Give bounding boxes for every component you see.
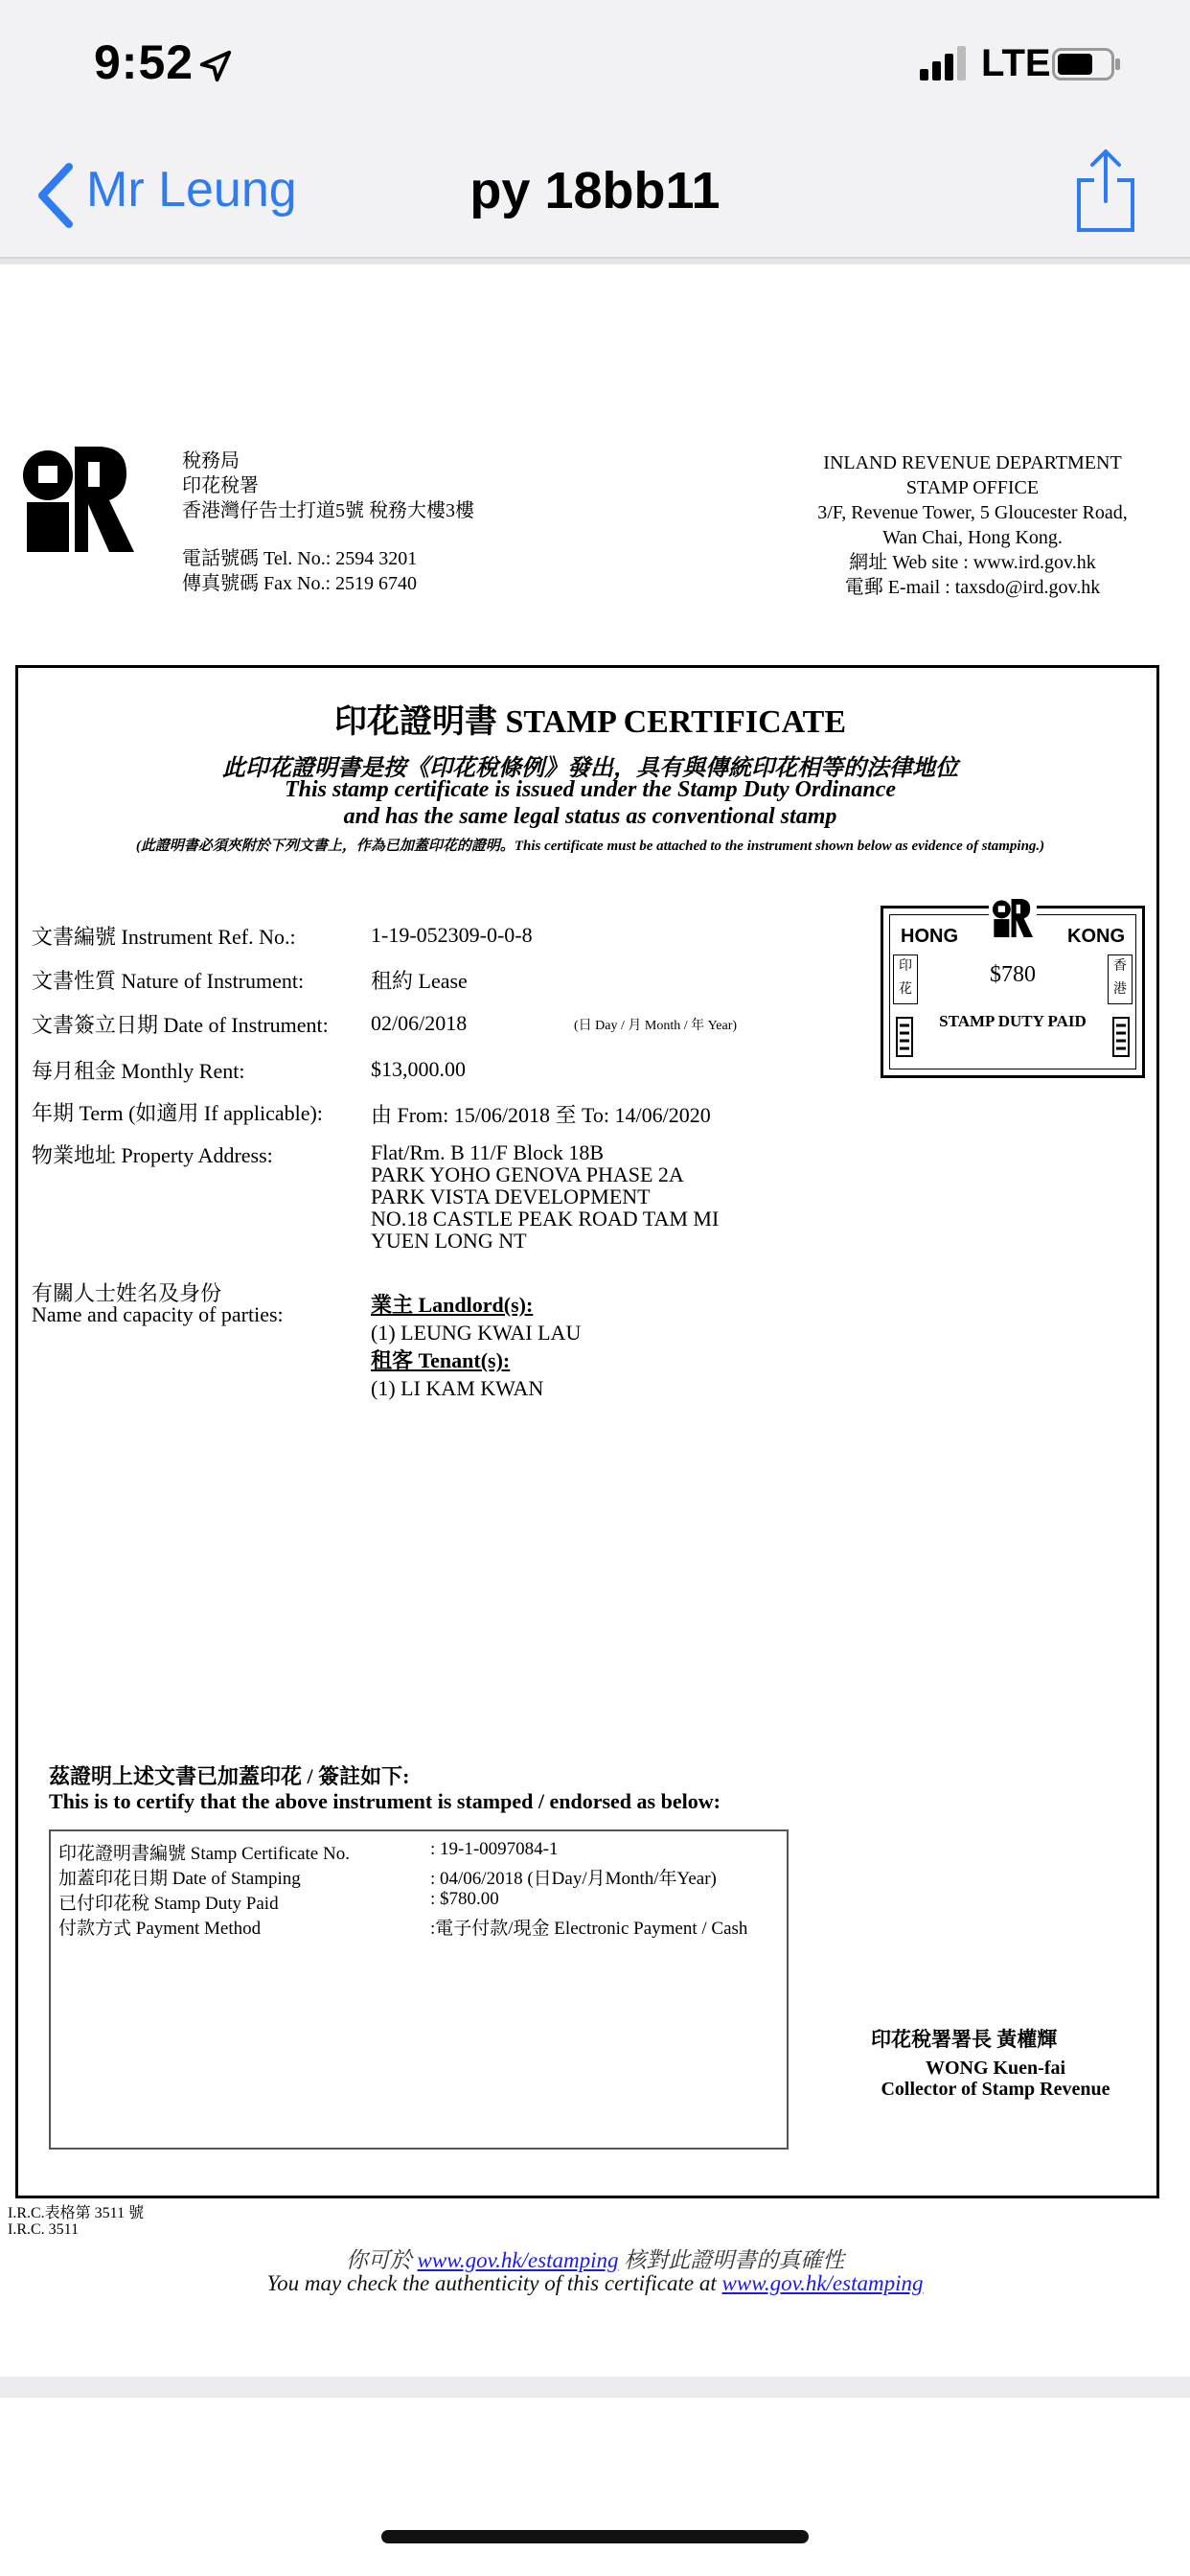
stamp-amount: $780 — [990, 962, 1036, 987]
certificate-note: (此證明書必須夾附於下列文書上，作為已加蓋印花的證明。This certificate must be attached to the instrument shown below as evidence of stamping.) — [135, 839, 1045, 854]
header-text: 印花稅署 — [182, 475, 259, 496]
tenant-heading: 租客 Tenant(s): — [371, 1348, 511, 1372]
back-button[interactable]: Mr Leung — [86, 162, 297, 218]
status-time: 9:52 — [94, 35, 195, 89]
ref-value: 1-19-052309-0-0-8 — [371, 923, 533, 947]
header-text: Wan Chai, Hong Kong. — [882, 527, 1063, 548]
payment-method-label: 付款方式 Payment Method — [58, 1919, 262, 1939]
ird-logo-small — [989, 899, 1037, 937]
landlord-name: (1) LEUNG KWAI LAU — [371, 1321, 582, 1345]
network-label: LTE — [981, 42, 1051, 84]
verify-text: 核對此證明書的真確性 — [618, 2248, 845, 2272]
cert-no-value: : 19-1-0097084-1 — [430, 1839, 559, 1859]
landlord-heading: 業主 Landlord(s): — [371, 1293, 534, 1317]
rent-label: 每月租金 Monthly Rent: — [32, 1059, 245, 1083]
address-line: PARK VISTA DEVELOPMENT — [371, 1184, 651, 1208]
address-line: NO.18 CASTLE PEAK ROAD TAM MI — [371, 1207, 720, 1230]
cert-no-label: 印花證明書編號 Stamp Certificate No. — [58, 1844, 350, 1864]
verify-note-cn — [0, 2242, 1190, 2274]
stamp-hong: HONG — [901, 926, 958, 947]
share-icon[interactable] — [1073, 148, 1138, 234]
stamp-kong: KONG — [1067, 926, 1125, 947]
office-address-en — [767, 450, 1179, 600]
header-text: 3/F, Revenue Tower, 5 Gloucester Road, — [817, 502, 1128, 523]
page-divider — [0, 2377, 1190, 2398]
signal-icon — [920, 46, 968, 80]
stamp-paid-label: STAMP DUTY PAID — [939, 1012, 1087, 1030]
estamping-link[interactable]: www.gov.hk/estamping — [721, 2271, 924, 2295]
battery-icon — [1052, 48, 1121, 80]
status-bar — [0, 0, 1190, 134]
term-label: 年期 Term (如適用 If applicable): — [32, 1101, 323, 1125]
ird-logo — [21, 447, 136, 552]
address-line: Flat/Rm. B 11/F Block 18B — [371, 1140, 605, 1164]
address-line: PARK YOHO GENOVA PHASE 2A — [371, 1162, 684, 1186]
header-text: 香港灣仔告士打道5號 稅務大樓3樓 — [182, 500, 474, 521]
parties-list — [371, 1291, 581, 1402]
date-hint: (日 Day / 月 Month / 年 Year) — [574, 1019, 738, 1033]
stamp-date-value: : 04/06/2018 (日Day/月Month/年Year) — [430, 1869, 717, 1889]
duty-paid-label: 已付印花稅 Stamp Duty Paid — [58, 1894, 279, 1914]
ref-label: 文書編號 Instrument Ref. No.: — [32, 925, 296, 949]
certificate-box — [15, 665, 1159, 2198]
header-text: INLAND REVENUE DEPARTMENT — [823, 452, 1122, 473]
header-text: STAMP OFFICE — [905, 477, 1040, 498]
nature-label: 文書性質 Nature of Instrument: — [32, 969, 305, 993]
date-value: 02/06/2018 — [371, 1011, 468, 1035]
certify-en: This is to certify that the above instrument is stamped / endorsed as below: — [49, 1789, 721, 1813]
home-indicator[interactable] — [381, 2530, 809, 2543]
parties-label-cn: 有關人士姓名及身份 — [32, 1281, 222, 1305]
stamp-seal-left: 印花 — [893, 954, 918, 1004]
tenant-name: (1) LI KAM KWAN — [371, 1376, 544, 1400]
stamp-seal-right: 香港 — [1108, 954, 1133, 1004]
estamping-link[interactable]: www.gov.hk/estamping — [417, 2248, 619, 2272]
verify-text: You may check the authenticity of this certificate at — [266, 2271, 722, 2295]
certify-cn: 茲證明上述文書已加蓋印花 / 簽註如下: — [49, 1764, 410, 1788]
stamp-ornament-icon — [1111, 1016, 1131, 1058]
pdf-document[interactable] — [0, 264, 1190, 2354]
term-value: 由 From: 15/06/2018 至 To: 14/06/2020 — [371, 1103, 711, 1127]
stamp-duty-stamp — [881, 906, 1145, 1078]
address-label: 物業地址 Property Address: — [32, 1143, 273, 1167]
tel-number: 電話號碼 Tel. No.: 2594 3201 — [182, 548, 418, 569]
stamping-details-box — [49, 1829, 789, 2150]
duty-paid-value: : $780.00 — [430, 1889, 499, 1909]
signatory-title: Collector of Stamp Revenue — [881, 2079, 1110, 2100]
address-line: YUEN LONG NT — [371, 1229, 527, 1253]
signatory-cn: 印花稅署署長 黃權輝 — [871, 2028, 1058, 2051]
parties-label — [32, 1283, 284, 1325]
certificate-subtitle-cn: 此印花證明書是按《印花稅條例》發出，具有與傳統印花相等的法律地位 — [222, 756, 958, 781]
payment-method-value: :電子付款/現金 Electronic Payment / Cash — [430, 1919, 748, 1939]
website: 網址 Web site : www.ird.gov.hk — [849, 552, 1096, 573]
office-address-cn — [182, 448, 474, 596]
property-address — [371, 1141, 719, 1252]
parties-label-en: Name and capacity of parties: — [32, 1302, 284, 1326]
form-number-cn: I.R.C.表格第 3511 號 — [8, 2205, 145, 2221]
verify-note-en — [0, 2271, 1190, 2296]
navigation-bar — [0, 134, 1190, 259]
page-title: py 18bb11 — [469, 162, 721, 219]
verify-text: 你可於 — [345, 2248, 418, 2272]
date-label: 文書簽立日期 Date of Instrument: — [32, 1013, 329, 1037]
certificate-subtitle-en: and has the same legal status as conventional stamp — [343, 804, 837, 829]
signatory-name: WONG Kuen-fai — [925, 2058, 1066, 2079]
form-number-en: I.R.C. 3511 — [8, 2221, 80, 2238]
stamp-ornament-icon — [895, 1016, 914, 1058]
certificate-subtitle-en: This stamp certificate is issued under the Stamp Duty Ordinance — [284, 777, 897, 802]
certificate-title: 印花證明書 STAMP CERTIFICATE — [333, 704, 847, 740]
location-arrow-icon — [197, 48, 234, 84]
stamp-date-label: 加蓋印花日期 Date of Stamping — [58, 1869, 301, 1889]
nature-value: 租約 Lease — [371, 969, 468, 993]
header-text: 稅務局 — [182, 450, 240, 472]
email: 電郵 E-mail : taxsdo@ird.gov.hk — [844, 577, 1101, 598]
rent-value: $13,000.00 — [371, 1057, 466, 1081]
fax-number: 傳真號碼 Fax No.: 2519 6740 — [182, 573, 417, 594]
